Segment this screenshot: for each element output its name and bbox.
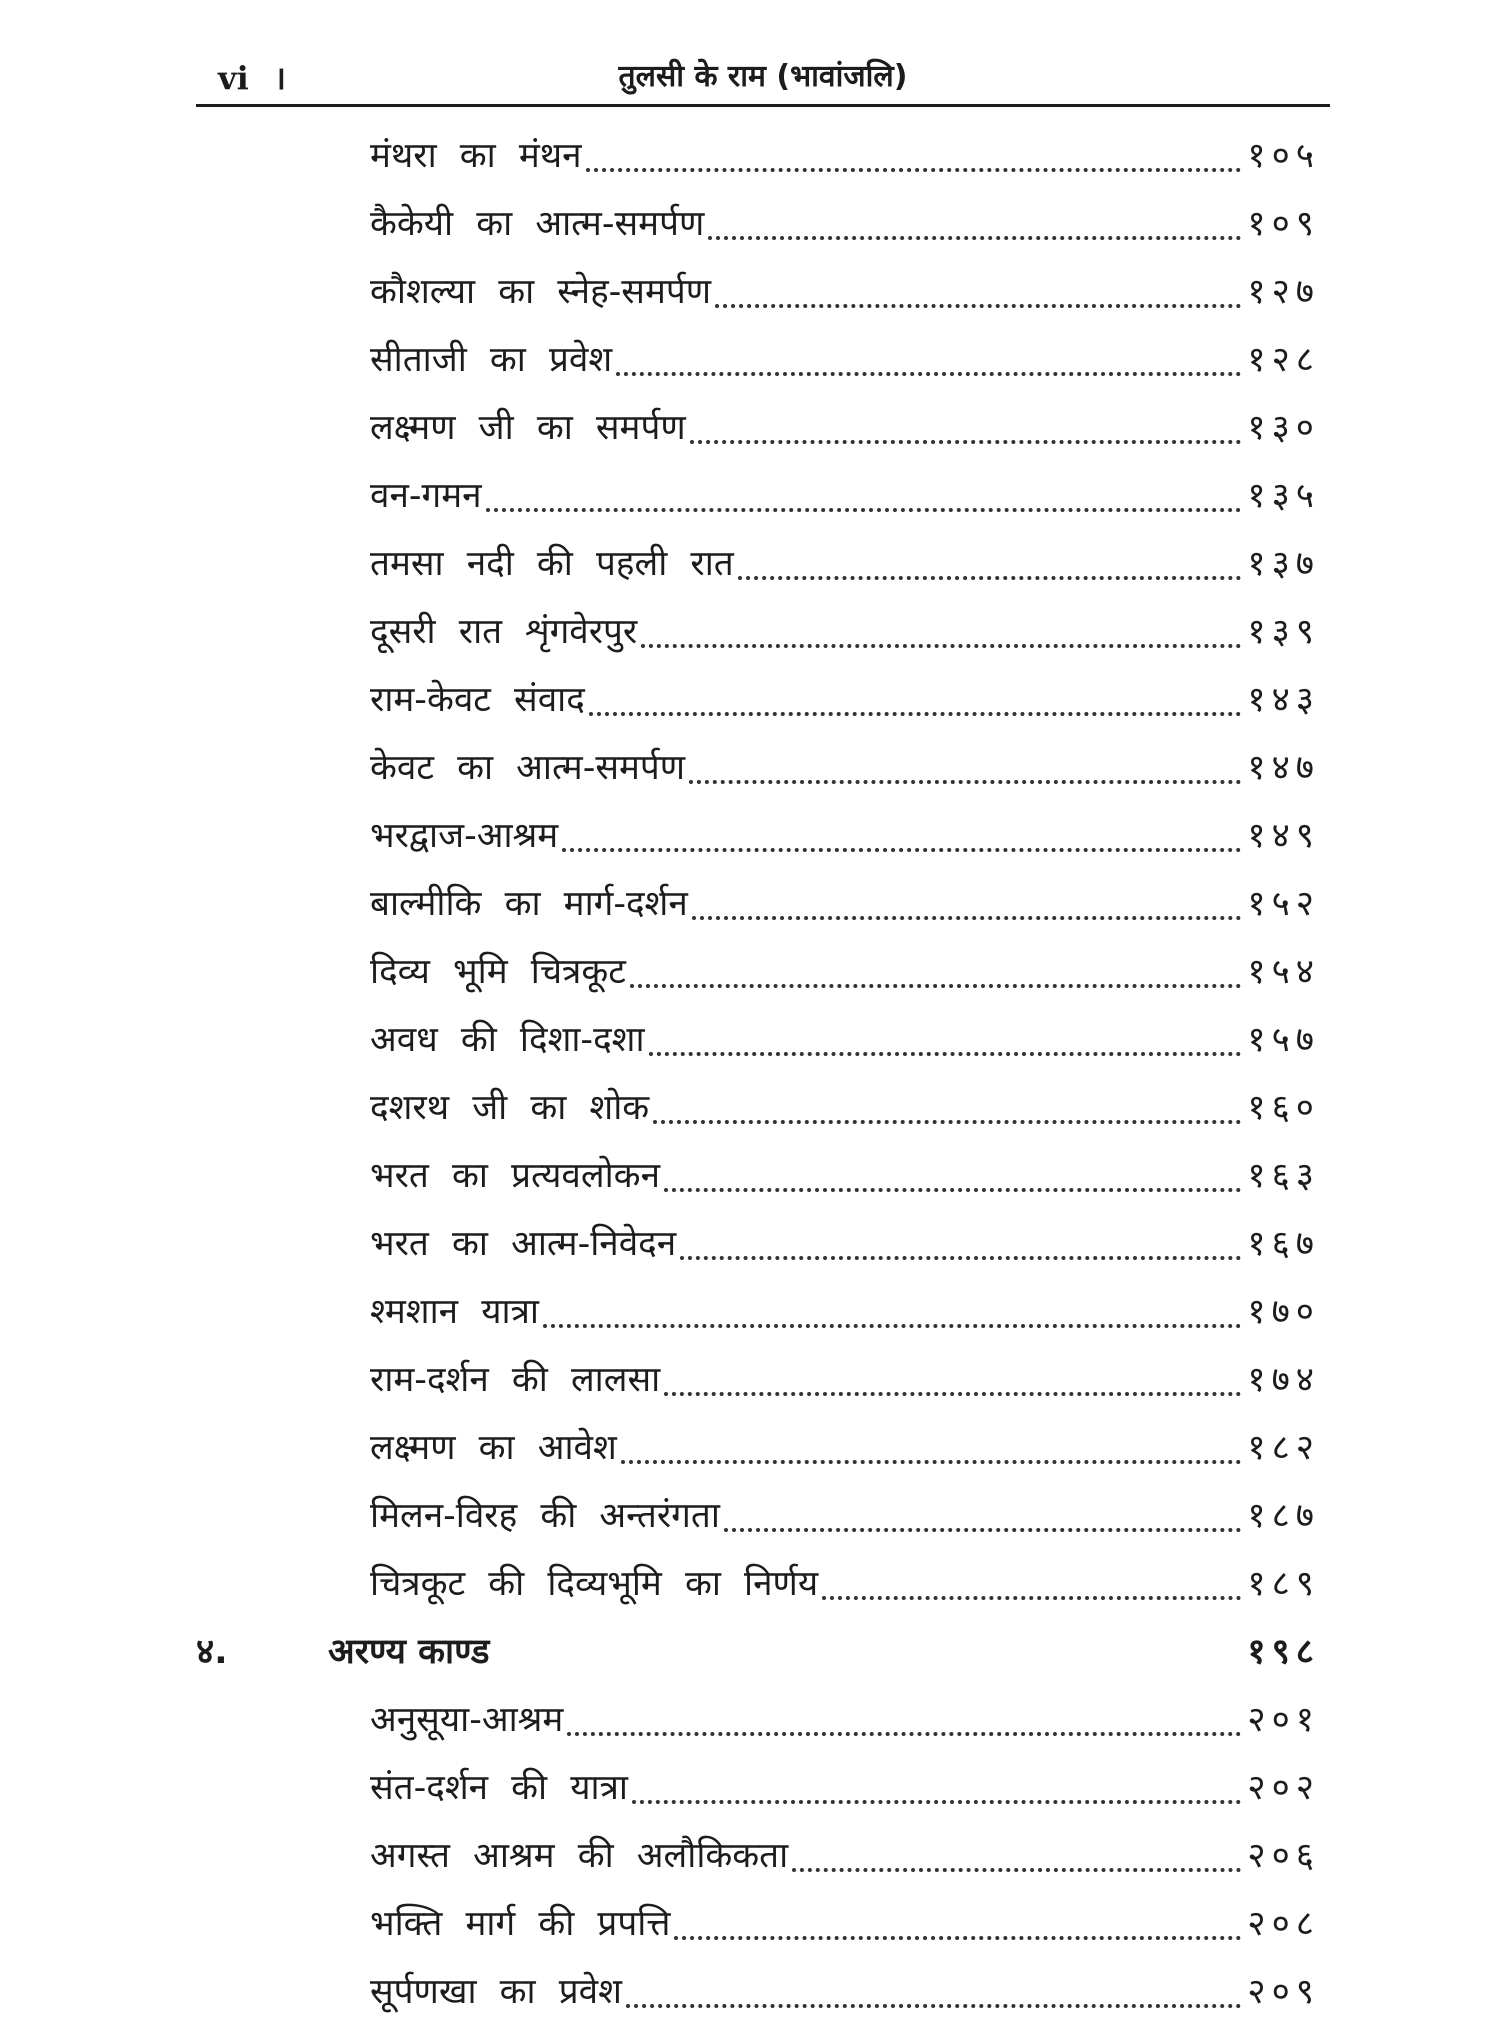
toc-entry-page: १३९ [1247,612,1320,652]
toc-entry-page: १४९ [1247,816,1320,856]
dot-leader [589,712,1242,716]
toc-entry-title: भरत का प्रत्यवलोकन [370,1156,660,1196]
toc-entry-title: मंथरा का मंथन [370,136,582,176]
section-name: अरण्य काण्ड [328,1632,490,1672]
toc-entry [370,1076,1320,1140]
section-page: १९८ [1247,1632,1320,1672]
dot-leader [689,780,1241,784]
toc-entry [370,192,1320,256]
toc-entry-page: २०६ [1247,1836,1320,1876]
toc-entry [370,872,1320,936]
toc-entry-page: १८९ [1247,1564,1320,1604]
toc-entry-title: दिव्य भूमि चित्रकूट [370,952,626,992]
toc-entry-page: १३० [1247,408,1320,448]
toc-entry-title: वन-गमन [370,476,482,516]
toc-entry-title: सीताजी का प्रवेश [370,340,613,380]
toc-entry [370,804,1320,868]
toc-entry-page: २०९ [1247,1972,1320,2012]
toc-entry-title: राम-केवट संवाद [370,680,585,720]
toc-entry-page: १५७ [1247,1020,1320,1060]
toc-entry-page: १६० [1247,1088,1320,1128]
toc-entry-page: १५२ [1247,884,1320,924]
toc-entry-title: अवध की दिशा-दशा [370,1020,645,1060]
toc-entry-title: केवट का आत्म-समर्पण [370,748,686,788]
toc-entry-title: लक्ष्मण का आवेश [370,1428,617,1468]
dot-leader [653,1120,1241,1124]
toc-entry-page: १६७ [1247,1224,1320,1264]
toc-entry-page: २०२ [1247,1768,1320,1808]
toc-entry-page: १७४ [1247,1360,1320,1400]
toc-entry-page: १४३ [1247,680,1320,720]
toc-entry [370,1008,1320,1072]
toc-entry-title: कैकेयी का आत्म-समर्पण [370,204,705,244]
toc-entry-title: दूसरी रात शृंगवेरपुर [370,612,638,652]
toc-entry [370,1960,1320,2024]
dot-leader [486,508,1242,512]
dot-leader [630,984,1241,988]
toc-entry-title: भरद्वाज-आश्रम [370,816,559,856]
toc-entry-page: १३५ [1247,476,1320,516]
dot-leader [792,1868,1241,1872]
dot-leader [567,1732,1241,1736]
toc-entry-title: तमसा नदी की पहली रात [370,544,734,584]
dot-leader [664,1188,1241,1192]
toc-entry-title: दशरथ जी का शोक [370,1088,650,1128]
toc-entry [370,1212,1320,1276]
toc-entry [370,1756,1320,1820]
toc-entry-title: लक्ष्मण जी का समर्पण [370,408,686,448]
toc-entry-title: श्मशान यात्रा [370,1292,539,1332]
toc-entry-page: १५४ [1247,952,1320,992]
dot-leader [586,168,1242,172]
page-number-value: vi [218,59,249,97]
dot-leader [649,1052,1242,1056]
toc-entry [370,1280,1320,1344]
section-heading [196,1620,1320,1684]
toc-entry-page: १३७ [1247,544,1320,584]
dot-leader [641,644,1241,648]
toc-entry-page: १८२ [1247,1428,1320,1468]
toc-entry-title: राम-दर्शन की लालसा [370,1360,661,1400]
toc-entry [370,532,1320,596]
running-title: तुलसी के राम (भावांजलि) [618,59,908,94]
toc-entry-title: संत-दर्शन की यात्रा [370,1768,628,1808]
toc-entry [370,124,1320,188]
dot-leader [822,1596,1241,1600]
toc-entry-title: अनुसूया-आश्रम [370,1700,564,1740]
toc-entry [370,1348,1320,1412]
toc-entry [370,1484,1320,1548]
dot-leader [674,1936,1241,1940]
dot-leader [616,372,1241,376]
toc-entry-page: १०५ [1247,136,1320,176]
toc-entry-title: अगस्त आश्रम की अलौकिकता [370,1836,789,1876]
toc-entry-title: भक्ति मार्ग की प्रपत्ति [370,1904,671,1944]
toc-entry-title: बाल्मीकि का मार्ग-दर्शन [370,884,688,924]
toc-entry-page: २०८ [1247,1904,1320,1944]
toc-entry [370,1892,1320,1956]
toc-entry-title: भरत का आत्म-निवेदन [370,1224,677,1264]
toc-entry-page: १८७ [1247,1496,1320,1536]
toc-entry [370,1144,1320,1208]
toc-entry-page: २०१ [1247,1700,1320,1740]
dot-leader [715,304,1241,308]
page-header [198,52,1328,102]
dot-leader [621,1460,1242,1464]
dot-leader [680,1256,1241,1260]
toc-entry-title: मिलन-विरह की अन्तरंगता [370,1496,720,1536]
page-number-separator: । [273,59,287,97]
toc-entry [370,464,1320,528]
dot-leader [692,916,1242,920]
toc-entry-page: १४७ [1247,748,1320,788]
section-number: ४. [196,1632,228,1672]
toc-entry-page: १७० [1247,1292,1320,1332]
toc-entry [370,668,1320,732]
dot-leader [626,2004,1241,2008]
toc-entry [370,940,1320,1004]
toc-entry-title: कौशल्या का स्नेह-समर्पण [370,272,712,312]
toc-entry-page: १०९ [1247,204,1320,244]
toc-entry-title: चित्रकूट की दिव्यभूमि का निर्णय [370,1564,819,1604]
toc-entry-page: १२७ [1247,272,1320,312]
dot-leader [690,440,1242,444]
toc-entry [370,396,1320,460]
dot-leader [738,576,1242,580]
toc-entry-page: १६३ [1247,1156,1320,1196]
header-rule [196,104,1330,107]
toc-entry [370,1552,1320,1616]
toc-entry [370,736,1320,800]
toc-entry-title: सूर्पणखा का प्रवेश [370,1972,622,2012]
toc-entry [370,600,1320,664]
toc-entry [370,1824,1320,1888]
dot-leader [562,848,1241,852]
toc-entry [370,328,1320,392]
dot-leader [632,1800,1241,1804]
dot-leader [708,236,1241,240]
toc-entry [370,260,1320,324]
toc-entry [370,1416,1320,1480]
dot-leader [543,1324,1241,1328]
toc-entry-page: १२८ [1247,340,1320,380]
dot-leader [724,1528,1241,1532]
toc-entry [370,1688,1320,1752]
dot-leader [664,1392,1241,1396]
